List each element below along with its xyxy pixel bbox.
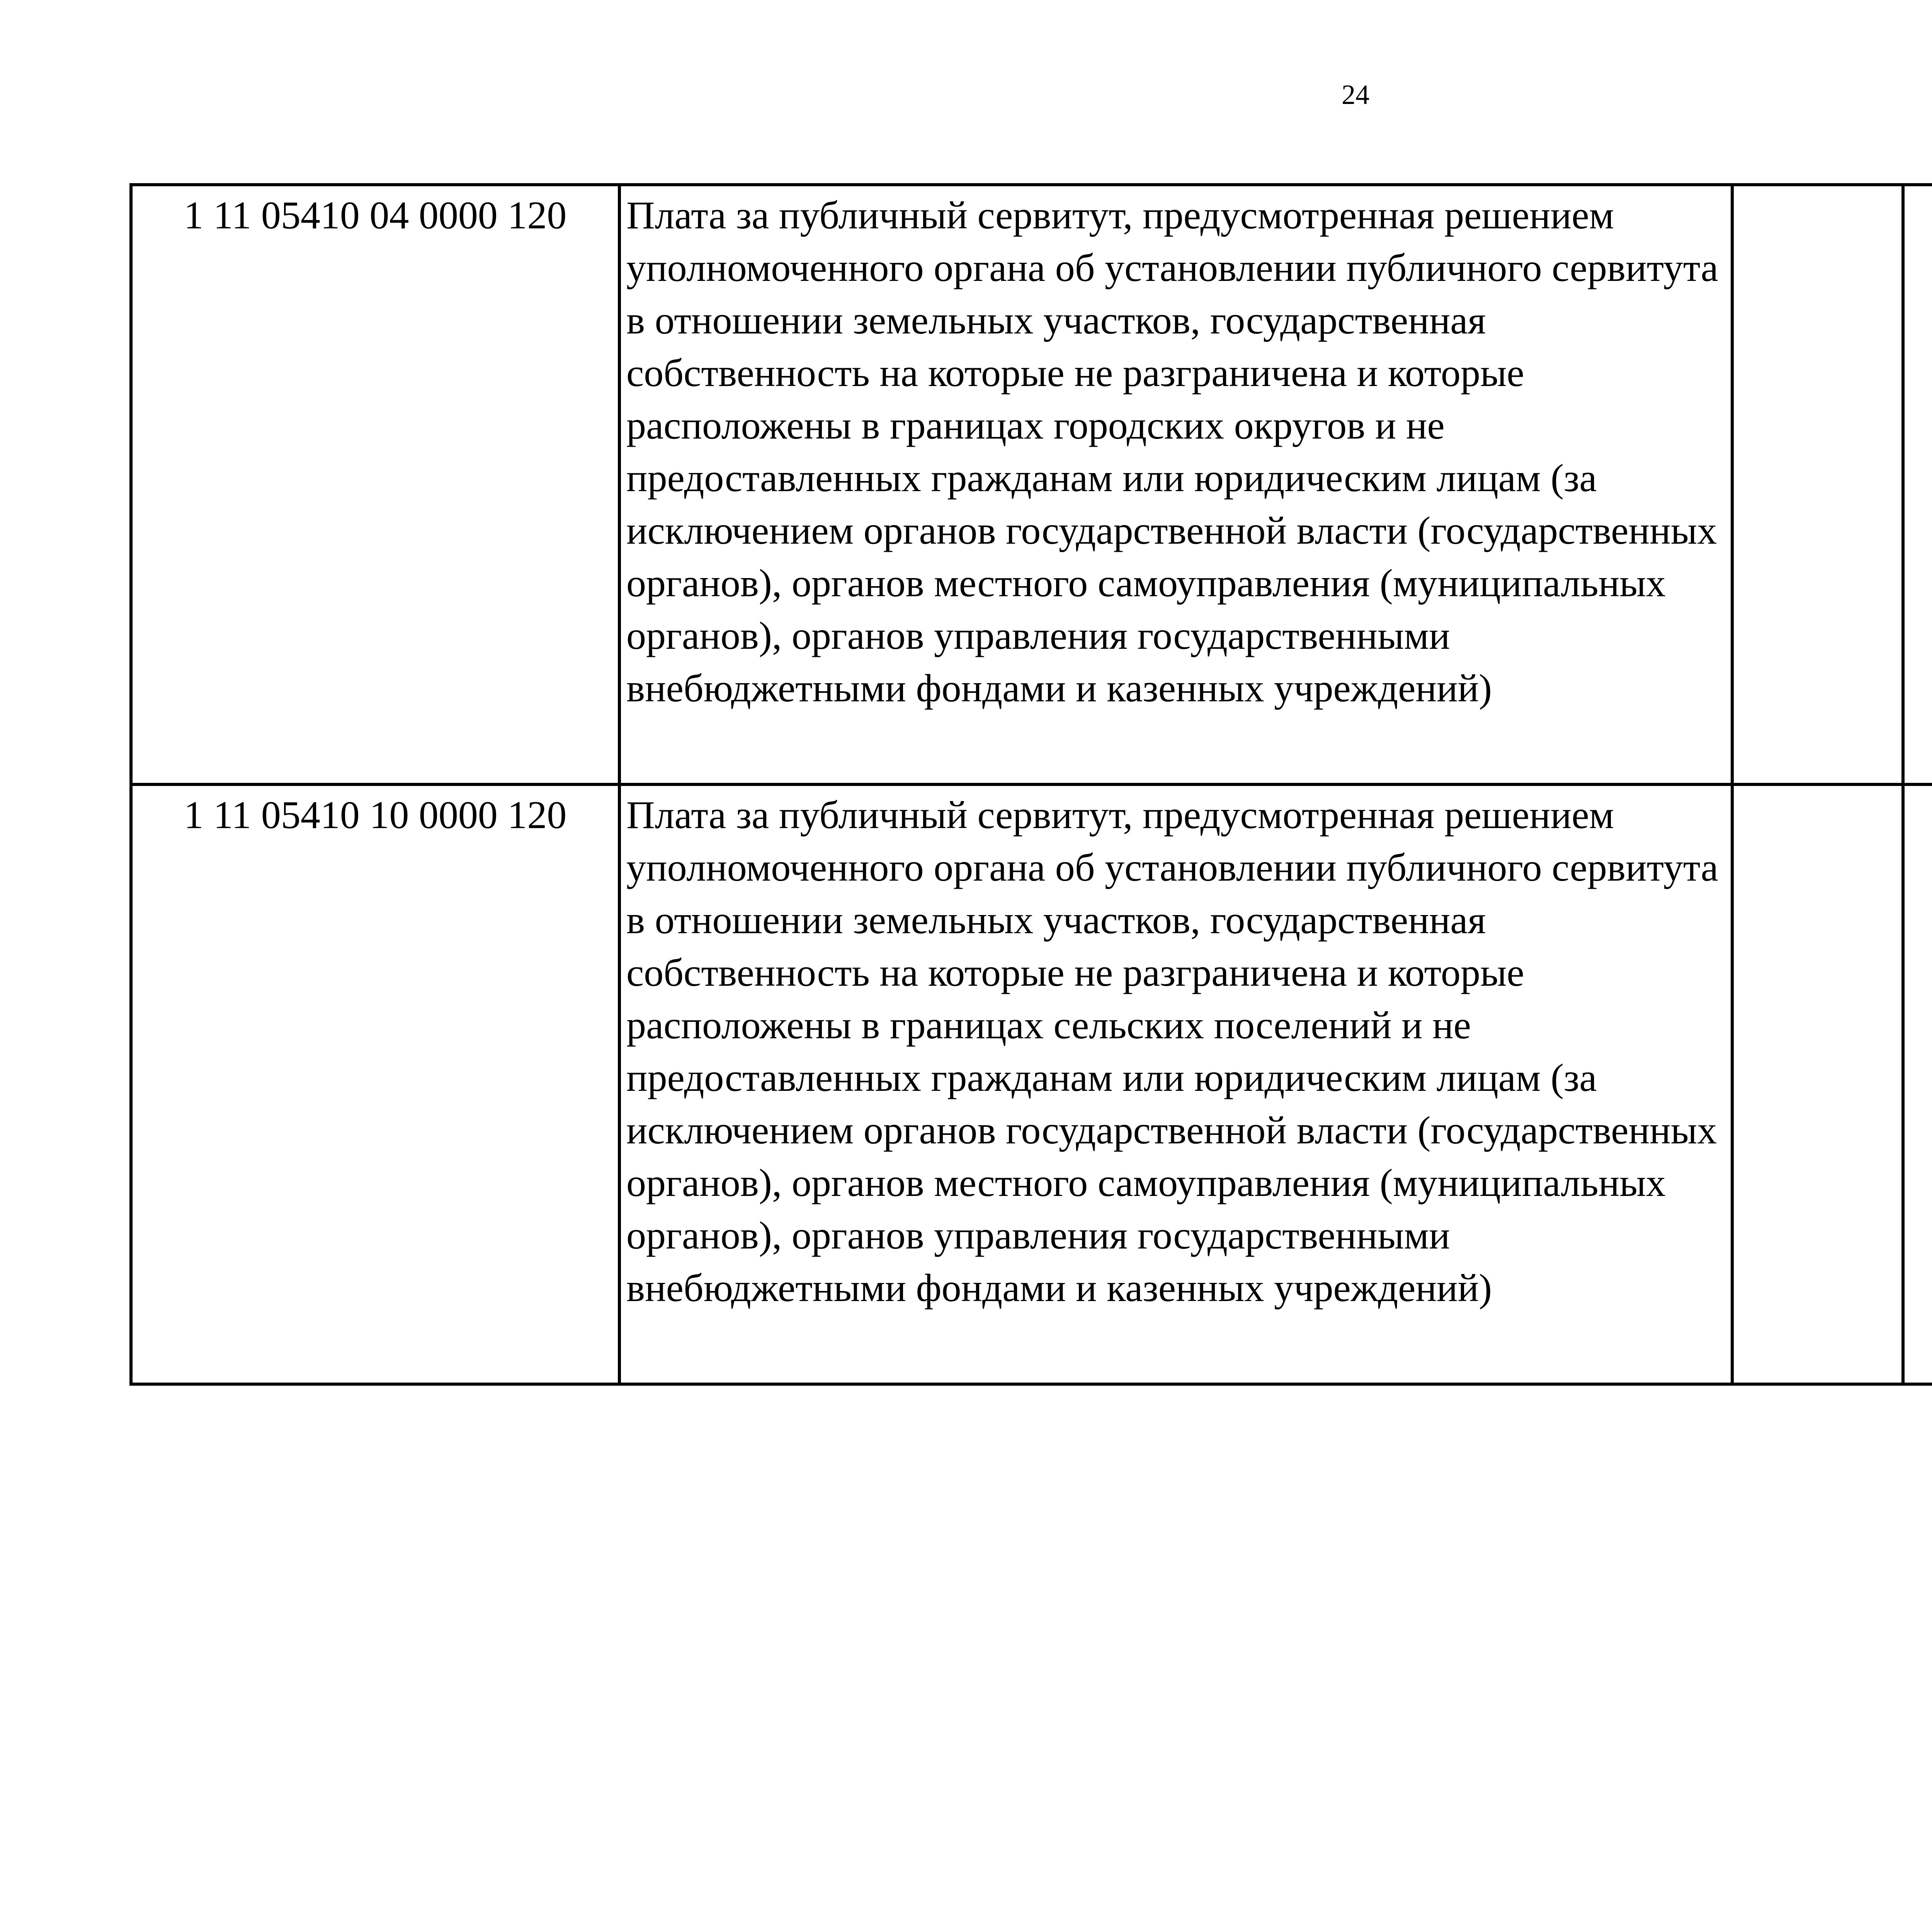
budget-code-cell: 1 11 05410 10 0000 120 (131, 784, 619, 1384)
value-cell-col3 (1732, 185, 1903, 784)
revenue-description-cell: Плата за публичный сервитут, предусмотренная решением уполномоченного органа об установлении публичного сервитута в отношении земельных участков, государственная собственность на которые не разграничена и которые расположены в границах сельских поселений и не предоставленных гражданам или юридическим лицам (за исключением органов государственной власти (государственных органов), органов местного самоуправления (муниципальных органов), органов управления государственными внебюджетными фондами и казенных учреждений) (619, 784, 1732, 1384)
page-number: 24 (1342, 79, 1369, 110)
budget-revenue-table (129, 183, 1932, 1386)
value-cell-col4 (1903, 185, 1932, 784)
value-cell-col4 (1903, 784, 1932, 1384)
budget-code-cell: 1 11 05410 04 0000 120 (131, 185, 619, 784)
table-row (131, 784, 1932, 1384)
table-row (131, 185, 1932, 784)
revenue-description-cell: Плата за публичный сервитут, предусмотренная решением уполномоченного органа об установлении публичного сервитута в отношении земельных участков, государственная собственность на которые не разграничена и которые расположены в границах городских округов и не предоставленных гражданам или юридическим лицам (за исключением органов государственной власти (государственных органов), органов местного самоуправления (муниципальных органов), органов управления государственными внебюджетными фондами и казенных учреждений) (619, 185, 1732, 784)
value-cell-col3 (1732, 784, 1903, 1384)
